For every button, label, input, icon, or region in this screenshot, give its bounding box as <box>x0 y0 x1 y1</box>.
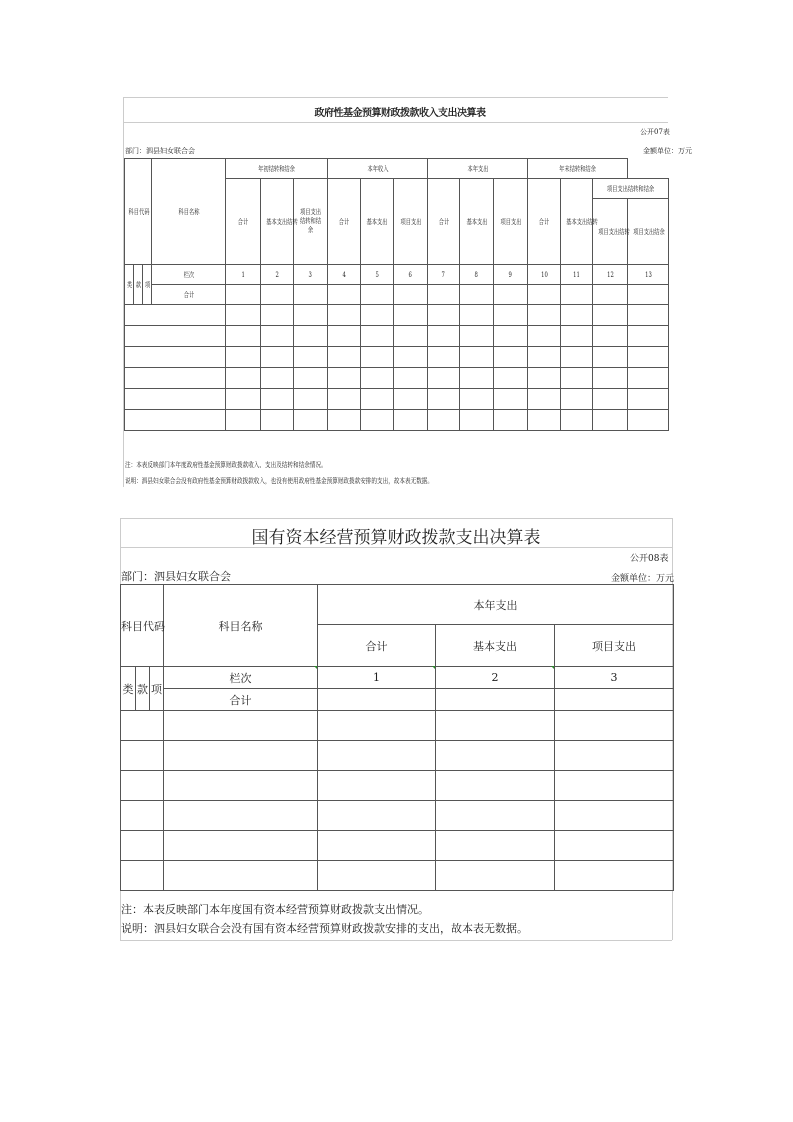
fund-empty-row <box>125 326 669 347</box>
fund-lei-label: 类 <box>125 265 134 305</box>
fund-col-header: 合计 <box>328 179 361 265</box>
fund-kemu-code-header: 科目代码 <box>125 159 152 265</box>
col-num: 3 <box>555 667 674 689</box>
fund-cell <box>294 285 328 305</box>
fund-group-expense: 本年支出 <box>428 159 528 179</box>
state-capital-table-code: 公开08表 <box>630 554 669 564</box>
fund-cell <box>528 285 561 305</box>
empty-row <box>121 741 674 771</box>
fund-col-header: 项目支出结转和结余 <box>294 179 328 265</box>
fund-note: 注：本表反映部门本年度政府性基金预算财政拨款收入、支出及结转和结余情况。 <box>125 461 327 469</box>
total-col-header: 合计 <box>318 625 436 667</box>
fund-col-header: 基本支出结转 <box>261 179 294 265</box>
fund-xiang-label: 项 <box>143 265 152 305</box>
fund-group-opening: 年初结转和结余 <box>226 159 328 179</box>
fund-cell <box>361 285 394 305</box>
state-capital-note: 注：本表反映部门本年度国有资本经营预算财政拨款支出情况。 <box>121 903 429 916</box>
fund-explanation: 说明：泗县妇女联合会没有政府性基金预算财政拨款收入，也没有使用政府性基金预算财政拨款安排的支出，故本表无数据。 <box>125 477 433 485</box>
cell-comment-marker <box>432 666 435 669</box>
state-capital-table-unit: 金额单位：万元 <box>611 574 675 584</box>
fund-col-num: 13 <box>628 265 669 285</box>
fund-col-header: 项目支出结余 <box>628 199 669 265</box>
fund-empty-row <box>125 410 669 431</box>
fund-group-income: 本年收入 <box>328 159 428 179</box>
empty-row <box>121 861 674 891</box>
fund-cell <box>226 285 261 305</box>
kemu-code-header: 科目代码 <box>121 585 164 667</box>
total-row-label: 合计 <box>164 689 318 711</box>
fund-group-closing: 年末结转和结余 <box>528 159 628 179</box>
project-expense-header: 项目支出 <box>555 625 674 667</box>
cell-comment-marker <box>314 666 317 669</box>
fund-col-header: 项目支出 <box>494 179 528 265</box>
fund-col-num: 5 <box>361 265 394 285</box>
fund-empty-row <box>125 347 669 368</box>
fund-col-num: 11 <box>561 265 593 285</box>
col-num: 1 <box>318 667 436 689</box>
fund-cell <box>460 285 494 305</box>
empty-row <box>121 771 674 801</box>
fund-empty-row <box>125 368 669 389</box>
fund-cell <box>494 285 528 305</box>
empty-row <box>121 831 674 861</box>
fund-col-num: 3 <box>294 265 328 285</box>
fund-cell <box>428 285 460 305</box>
fund-cell <box>261 285 294 305</box>
fund-col-num: 9 <box>494 265 528 285</box>
fund-table-title: 政府性基金预算财政拨款收入支出决算表 <box>314 108 486 119</box>
lanci-label: 栏次 <box>164 667 318 689</box>
fund-kemu-name-header: 科目名称 <box>152 159 226 265</box>
fund-table-code: 公开07表 <box>640 128 670 136</box>
kuan-label: 款 <box>136 667 150 711</box>
fund-kuan-label: 款 <box>134 265 143 305</box>
fund-col-num: 8 <box>460 265 494 285</box>
lei-label: 类 <box>121 667 136 711</box>
annual-expense-header: 本年支出 <box>318 585 674 625</box>
state-capital-table-title: 国有资本经营预算财政拨款支出决算表 <box>251 528 541 548</box>
fund-table <box>124 158 669 431</box>
fund-cell <box>628 285 669 305</box>
empty-row <box>121 711 674 741</box>
fund-col-header: 项目支出结转和结余 <box>593 179 669 199</box>
fund-table-department: 部门：泗县妇女联合会 <box>125 147 195 155</box>
fund-empty-row <box>125 389 669 410</box>
fund-col-num: 10 <box>528 265 561 285</box>
basic-expense-header: 基本支出 <box>436 625 555 667</box>
empty-row <box>121 801 674 831</box>
cell-comment-marker <box>551 666 554 669</box>
fund-table-unit: 金额单位：万元 <box>643 147 692 155</box>
fund-total-label: 合计 <box>152 285 226 305</box>
state-capital-explanation: 说明：泗县妇女联合会没有国有资本经营预算财政拨款安排的支出，故本表无数据。 <box>121 922 528 935</box>
fund-col-num: 7 <box>428 265 460 285</box>
fund-col-num: 6 <box>394 265 428 285</box>
fund-col-num: 12 <box>593 265 628 285</box>
fund-col-header: 合计 <box>428 179 460 265</box>
fund-col-header: 项目支出 <box>394 179 428 265</box>
col-num: 2 <box>436 667 555 689</box>
fund-col-header: 项目支出结转 <box>593 199 628 265</box>
state-capital-table-department: 部门：泗县妇女联合会 <box>121 570 231 583</box>
kemu-name-header: 科目名称 <box>164 585 318 667</box>
fund-lanci-label: 栏次 <box>152 265 226 285</box>
fund-cell <box>328 285 361 305</box>
table-cell <box>555 689 674 711</box>
table-cell <box>318 689 436 711</box>
fund-empty-row <box>125 305 669 326</box>
fund-cell <box>394 285 428 305</box>
fund-col-header: 基本支出 <box>361 179 394 265</box>
xiang-label: 项 <box>150 667 164 711</box>
fund-col-header: 基本支出 <box>460 179 494 265</box>
fund-col-num: 1 <box>226 265 261 285</box>
fund-col-header: 合计 <box>528 179 561 265</box>
fund-col-header: 合计 <box>226 179 261 265</box>
state-capital-table <box>120 584 674 891</box>
fund-col-header: 基本支出结转 <box>561 179 593 265</box>
table-cell <box>436 689 555 711</box>
fund-cell <box>593 285 628 305</box>
fund-col-num: 4 <box>328 265 361 285</box>
fund-cell <box>561 285 593 305</box>
fund-col-num: 2 <box>261 265 294 285</box>
